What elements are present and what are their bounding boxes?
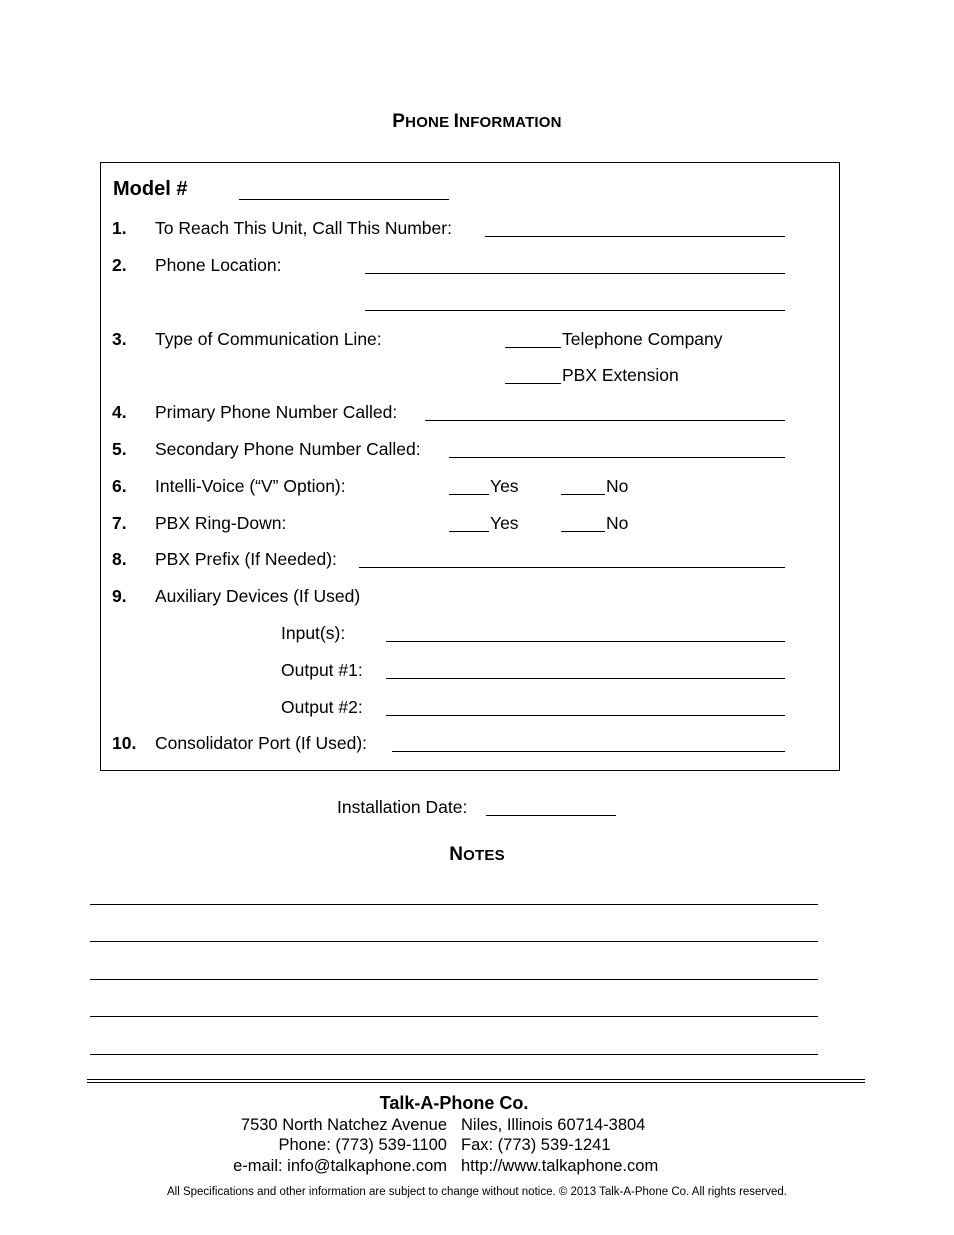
phone-info-form bbox=[100, 162, 840, 771]
output1-field[interactable] bbox=[386, 678, 785, 679]
intelli-voice-yes-blank[interactable] bbox=[449, 494, 489, 495]
item-number: 6. bbox=[112, 476, 127, 496]
intelli-voice-no-blank[interactable] bbox=[561, 494, 605, 495]
primary-number-label: Primary Phone Number Called: bbox=[155, 402, 398, 422]
notes-line[interactable] bbox=[90, 1054, 818, 1055]
input-field[interactable] bbox=[386, 641, 785, 642]
pbx-extension-blank[interactable] bbox=[505, 383, 561, 384]
input-label: Input(s): bbox=[281, 623, 346, 643]
disclaimer: All Specifications and other information are subject to change without notice. © 2013 Talk-A-Phone Co. All rights reserved. bbox=[166, 1186, 788, 1198]
item-number: 7. bbox=[112, 513, 127, 533]
notes-line[interactable] bbox=[90, 1016, 818, 1017]
item-number: 8. bbox=[112, 549, 127, 569]
item-number: 1. bbox=[112, 218, 127, 238]
address: 7530 North Natchez Avenue bbox=[240, 1116, 447, 1134]
telephone-company-blank[interactable] bbox=[505, 347, 561, 348]
pbx-prefix-field[interactable] bbox=[359, 567, 785, 568]
consolidator-port-field[interactable] bbox=[392, 751, 785, 752]
call-number-label: To Reach This Unit, Call This Number: bbox=[155, 218, 452, 238]
notes-line[interactable] bbox=[90, 904, 818, 905]
model-label: Model # bbox=[113, 178, 188, 200]
item-number: 9. bbox=[112, 586, 127, 606]
no-option: No bbox=[606, 513, 629, 533]
ring-down-no-blank[interactable] bbox=[561, 531, 605, 532]
intelli-voice-label: Intelli-Voice (“V” Option): bbox=[155, 476, 346, 496]
yes-option: Yes bbox=[490, 476, 519, 496]
footer-divider bbox=[87, 1082, 865, 1083]
consolidator-port-label: Consolidator Port (If Used): bbox=[155, 733, 368, 753]
notes-title: NOTES bbox=[449, 844, 505, 865]
primary-number-field[interactable] bbox=[425, 420, 785, 421]
comm-line-label: Type of Communication Line: bbox=[155, 329, 382, 349]
item-number: 2. bbox=[112, 255, 127, 275]
output2-field[interactable] bbox=[386, 715, 785, 716]
pbx-extension-option: PBX Extension bbox=[562, 365, 679, 385]
phone-location-label: Phone Location: bbox=[155, 255, 282, 275]
aux-devices-label: Auxiliary Devices (If Used) bbox=[155, 586, 361, 606]
item-number: 5. bbox=[112, 439, 127, 459]
installation-date-label: Installation Date: bbox=[337, 797, 468, 817]
page-title: PHONE INFORMATION bbox=[392, 111, 562, 132]
item-number: 3. bbox=[112, 329, 127, 349]
city: Niles, Illinois 60714-3804 bbox=[461, 1116, 646, 1134]
model-field[interactable] bbox=[239, 199, 449, 200]
call-number-field[interactable] bbox=[485, 236, 785, 237]
phone-location-field[interactable] bbox=[365, 273, 785, 274]
website-link[interactable]: http://www.talkaphone.com bbox=[461, 1157, 659, 1175]
ring-down-yes-blank[interactable] bbox=[449, 531, 489, 532]
telephone-company-option: Telephone Company bbox=[562, 329, 723, 349]
no-option: No bbox=[606, 476, 629, 496]
notes-line[interactable] bbox=[90, 979, 818, 980]
output2-label: Output #2: bbox=[281, 697, 363, 717]
item-number: 10. bbox=[112, 733, 137, 753]
fax: Fax: (773) 539-1241 bbox=[461, 1136, 611, 1154]
notes-line[interactable] bbox=[90, 941, 818, 942]
yes-option: Yes bbox=[490, 513, 519, 533]
secondary-number-label: Secondary Phone Number Called: bbox=[155, 439, 421, 459]
phone: Phone: (773) 539-1100 bbox=[278, 1136, 447, 1154]
pbx-prefix-label: PBX Prefix (If Needed): bbox=[155, 549, 337, 569]
output1-label: Output #1: bbox=[281, 660, 363, 680]
installation-date-field[interactable] bbox=[486, 815, 616, 816]
phone-location-field-2[interactable] bbox=[365, 310, 785, 311]
item-number: 4. bbox=[112, 402, 127, 422]
email-link[interactable]: e-mail: info@talkaphone.com bbox=[233, 1157, 447, 1175]
pbx-ring-down-label: PBX Ring-Down: bbox=[155, 513, 287, 533]
footer-divider bbox=[87, 1079, 865, 1080]
secondary-number-field[interactable] bbox=[449, 457, 785, 458]
company-name: Talk-A-Phone Co. bbox=[379, 1093, 529, 1113]
